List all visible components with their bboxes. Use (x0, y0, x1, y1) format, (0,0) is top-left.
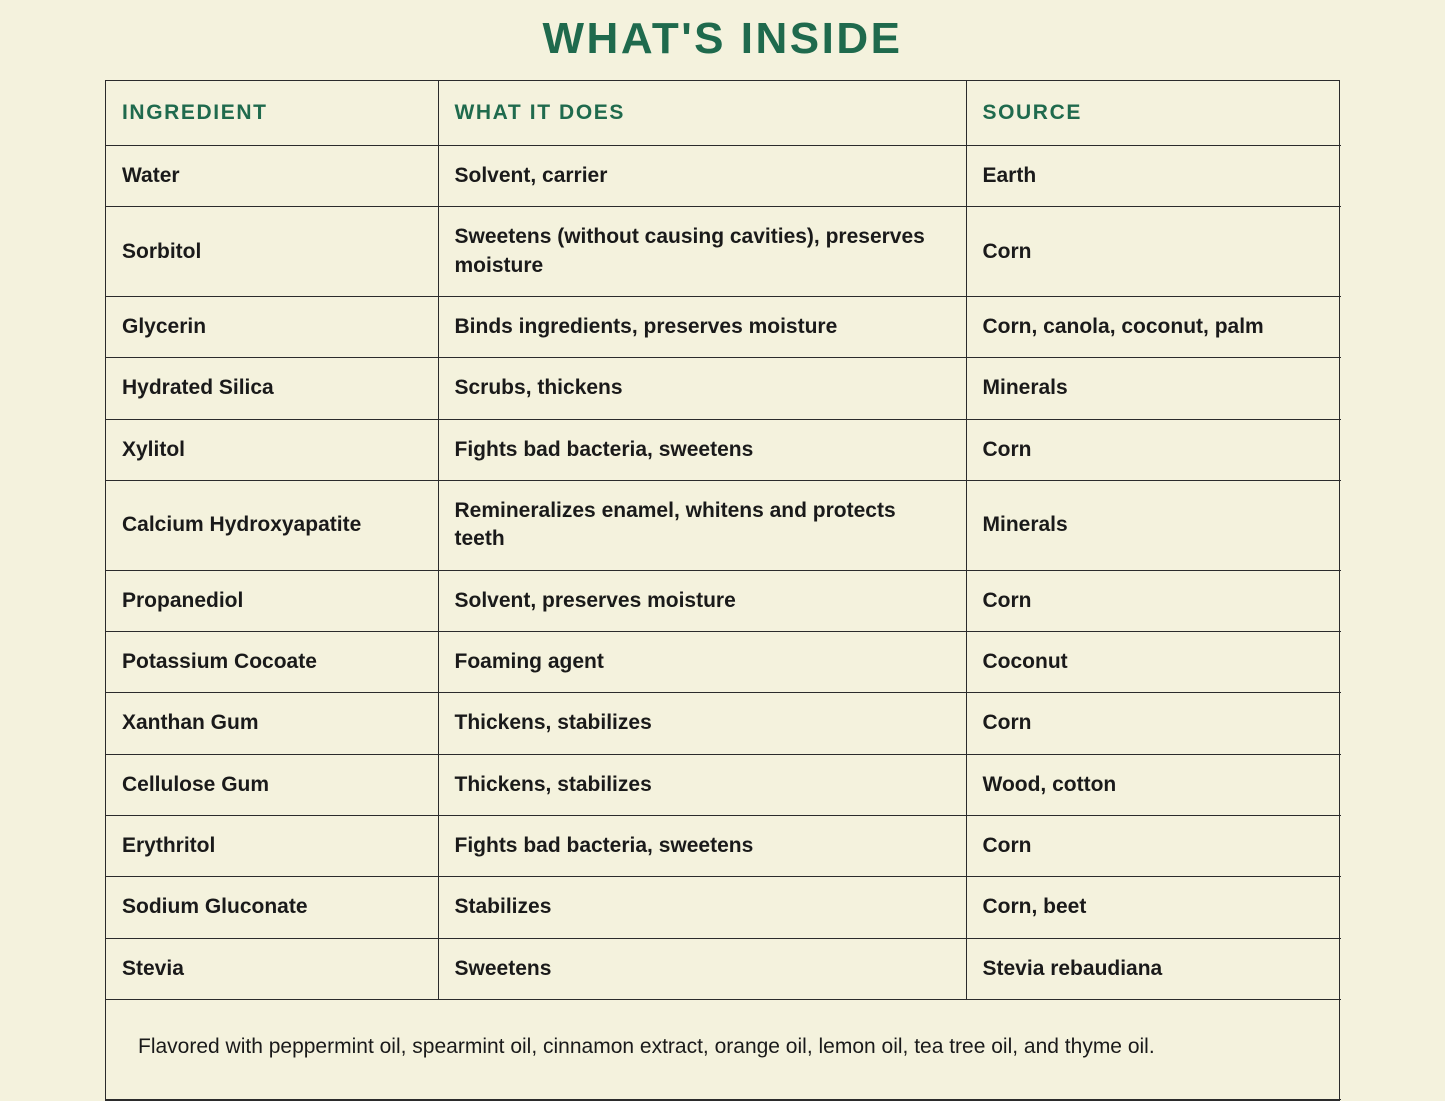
cell-what-it-does: Stabilizes (438, 877, 966, 938)
cell-ingredient: Stevia (106, 938, 438, 999)
column-header-ingredient: INGREDIENT (106, 81, 438, 146)
cell-source: Corn, canola, coconut, palm (966, 297, 1341, 358)
table-row (106, 570, 1341, 631)
table-row (106, 297, 1341, 358)
cell-what-it-does: Binds ingredients, preserves moisture (438, 297, 966, 358)
cell-ingredient: Sorbitol (106, 207, 438, 297)
cell-what-it-does: Thickens, stabilizes (438, 693, 966, 754)
table-row (106, 877, 1341, 938)
table-row (106, 693, 1341, 754)
cell-what-it-does: Sweetens (without causing cavities), preserves moisture (438, 207, 966, 297)
cell-what-it-does: Remineralizes enamel, whitens and protects teeth (438, 481, 966, 571)
cell-source: Minerals (966, 358, 1341, 419)
table-row (106, 632, 1341, 693)
column-header-what-it-does: WHAT IT DOES (438, 81, 966, 146)
cell-ingredient: Xanthan Gum (106, 693, 438, 754)
cell-source: Corn (966, 816, 1341, 877)
cell-source: Coconut (966, 632, 1341, 693)
table-footnote-row (106, 1000, 1341, 1099)
cell-source: Corn (966, 693, 1341, 754)
ingredients-table-container (105, 80, 1340, 1101)
table-row (106, 481, 1341, 571)
cell-what-it-does: Foaming agent (438, 632, 966, 693)
table-row (106, 419, 1341, 480)
cell-source: Stevia rebaudiana (966, 938, 1341, 999)
cell-what-it-does: Solvent, preserves moisture (438, 570, 966, 631)
table-row (106, 207, 1341, 297)
cell-ingredient: Calcium Hydroxyapatite (106, 481, 438, 571)
cell-what-it-does: Fights bad bacteria, sweetens (438, 816, 966, 877)
cell-ingredient: Erythritol (106, 816, 438, 877)
cell-what-it-does: Solvent, carrier (438, 146, 966, 207)
page-title: WHAT'S INSIDE (542, 14, 903, 63)
table-header (106, 81, 1341, 146)
table-body (106, 146, 1341, 1100)
table-row (106, 358, 1341, 419)
table-header-row (106, 81, 1341, 146)
cell-what-it-does: Scrubs, thickens (438, 358, 966, 419)
cell-ingredient: Sodium Gluconate (106, 877, 438, 938)
footnote-cell (106, 1000, 1341, 1099)
cell-source: Minerals (966, 481, 1341, 571)
table-row (106, 816, 1341, 877)
cell-ingredient: Potassium Cocoate (106, 632, 438, 693)
cell-ingredient: Xylitol (106, 419, 438, 480)
cell-ingredient: Glycerin (106, 297, 438, 358)
cell-ingredient: Cellulose Gum (106, 754, 438, 815)
cell-ingredient: Water (106, 146, 438, 207)
cell-what-it-does: Fights bad bacteria, sweetens (438, 419, 966, 480)
cell-what-it-does: Sweetens (438, 938, 966, 999)
cell-source: Corn (966, 207, 1341, 297)
ingredients-table (106, 81, 1341, 1100)
table-row (106, 754, 1341, 815)
cell-source: Earth (966, 146, 1341, 207)
cell-source: Corn (966, 570, 1341, 631)
flavor-footnote: Flavored with peppermint oil, spearmint oil, cinnamon extract, orange oil, lemon oil, tea tree oil, and thyme oil. (138, 1035, 1155, 1059)
cell-ingredient: Hydrated Silica (106, 358, 438, 419)
table-row (106, 938, 1341, 999)
column-header-source: SOURCE (966, 81, 1341, 146)
cell-what-it-does: Thickens, stabilizes (438, 754, 966, 815)
cell-source: Wood, cotton (966, 754, 1341, 815)
cell-source: Corn (966, 419, 1341, 480)
cell-ingredient: Propanediol (106, 570, 438, 631)
table-row (106, 146, 1341, 207)
cell-source: Corn, beet (966, 877, 1341, 938)
